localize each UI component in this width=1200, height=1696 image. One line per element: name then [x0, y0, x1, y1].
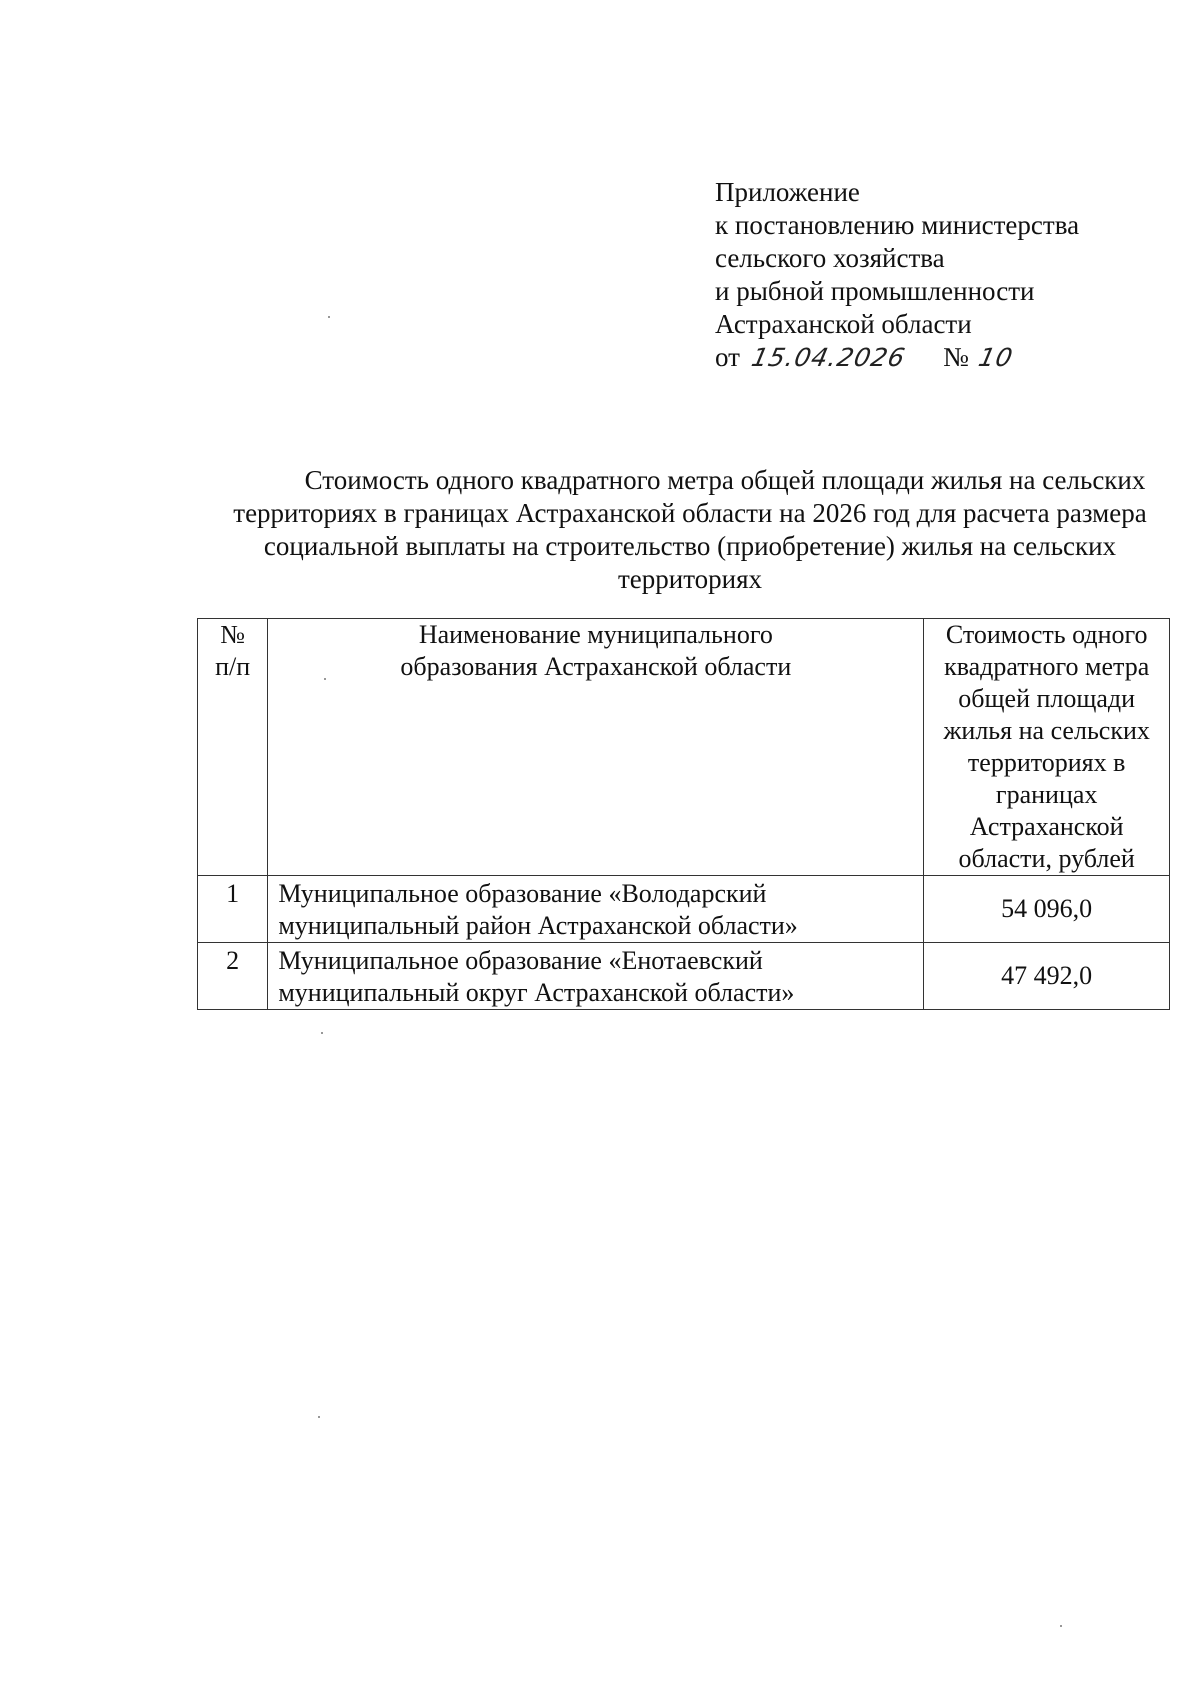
- row-cost: 47 492,0: [924, 943, 1170, 1010]
- title-line: территориях: [617, 564, 763, 594]
- cost-table: [197, 618, 1170, 1010]
- title-line: территориях в границах Астраханской области на 2026 год для расчета размера: [233, 498, 1147, 528]
- handwritten-number: 10: [975, 343, 1016, 372]
- row-name: Муниципальное образование «Енотаевский муниципальный округ Астраханской области»: [268, 943, 924, 1010]
- annex-line: Приложение: [715, 177, 860, 207]
- title-line: Стоимость одного квадратного метра общей площади жилья на сельских: [304, 465, 1146, 495]
- row-num: 1: [198, 876, 268, 943]
- scan-speck: [324, 678, 326, 680]
- scan-speck: [321, 1032, 323, 1034]
- row-cost: 54 096,0: [924, 876, 1170, 943]
- header-name: [268, 619, 924, 876]
- scan-speck: [1060, 1625, 1062, 1627]
- scan-speck: [328, 316, 330, 318]
- scan-speck: [318, 1416, 320, 1418]
- header-num-line: п/п: [215, 652, 251, 681]
- table-header-row: [198, 619, 1170, 876]
- annex-line: к постановлению министерства: [715, 210, 1080, 240]
- number-prefix: №: [943, 342, 969, 372]
- header-num: [198, 619, 268, 876]
- document-title: [200, 464, 1180, 596]
- annex-line: сельского хозяйства: [715, 243, 945, 273]
- date-prefix: от: [715, 342, 740, 372]
- annex-block: [715, 176, 1135, 374]
- header-name-line: Наименование муниципального: [418, 620, 773, 649]
- row-num: 2: [198, 943, 268, 1010]
- header-cost: Стоимость одного квадратного метра общей площади жилья на сельских территориях в границах Астраханской области, рублей: [924, 619, 1170, 876]
- annex-line: Астраханской области: [715, 309, 972, 339]
- annex-line: и рыбной промышленности: [715, 276, 1035, 306]
- title-line: социальной выплаты на строительство (приобретение) жилья на сельских: [263, 531, 1117, 561]
- row-name: Муниципальное образование «Володарский муниципальный район Астраханской области»: [268, 876, 924, 943]
- handwritten-date: 15.04.2026: [748, 343, 909, 372]
- table-row: [198, 943, 1170, 1010]
- annex-date-line: [715, 341, 1135, 374]
- header-num-line: №: [220, 620, 246, 649]
- table-row: [198, 876, 1170, 943]
- header-name-line: образования Астраханской области: [400, 652, 792, 681]
